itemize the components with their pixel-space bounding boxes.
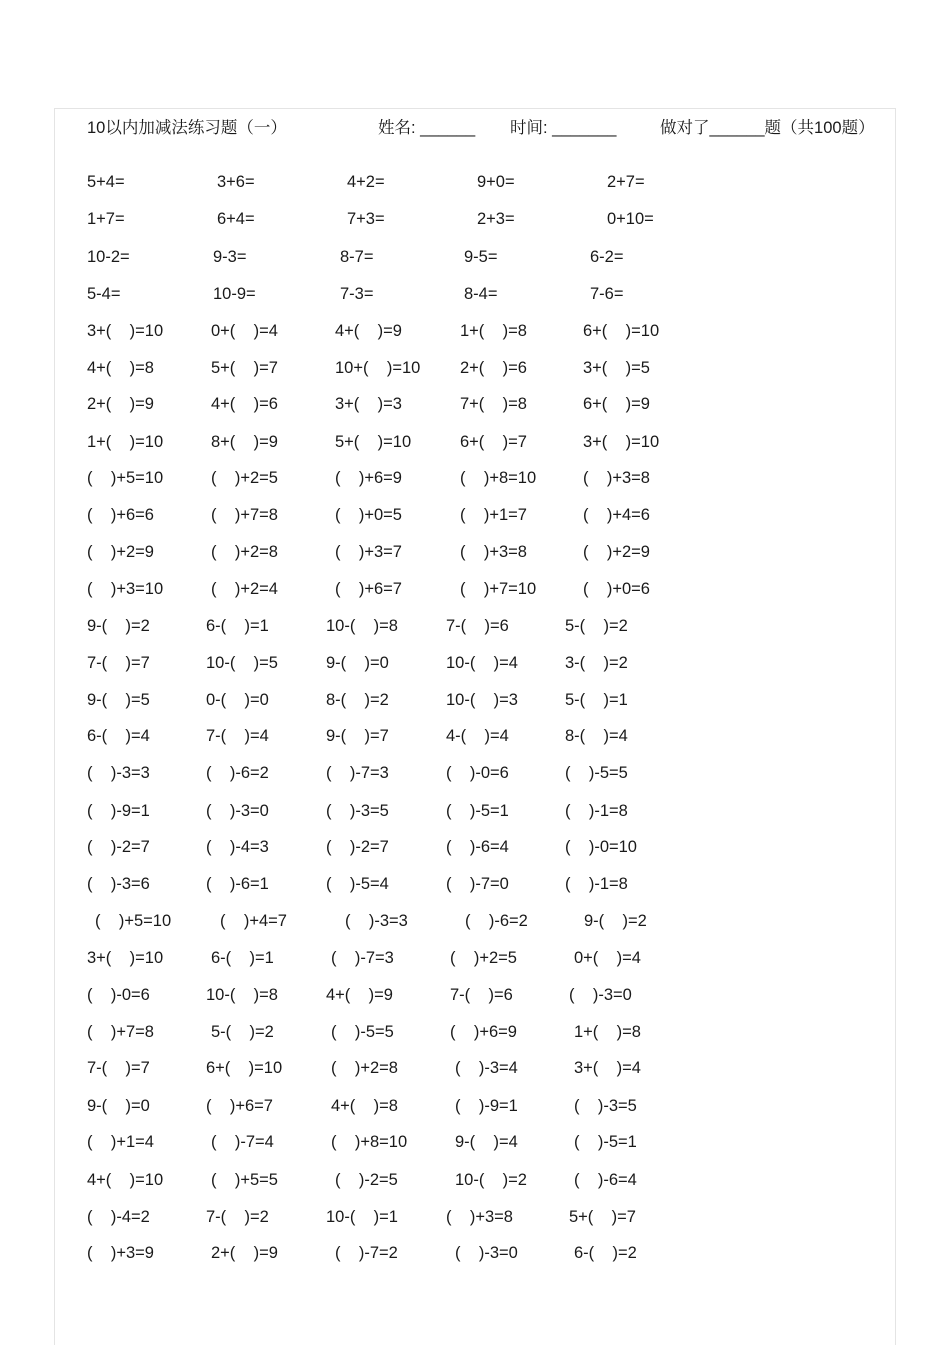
math-problem: 9-5= bbox=[464, 248, 498, 266]
math-problem: 6-( )=2 bbox=[574, 1244, 637, 1262]
worksheet-title: 10以内加减法练习题（一） bbox=[87, 119, 287, 137]
math-problem: 9-( )=7 bbox=[326, 727, 389, 745]
math-problem: 2+( )=6 bbox=[460, 359, 527, 377]
math-problem: 9-( )=2 bbox=[584, 912, 647, 930]
problem-row bbox=[0, 725, 950, 747]
math-problem: ( )+5=10 bbox=[87, 469, 164, 487]
math-problem: ( )-5=5 bbox=[331, 1023, 394, 1041]
math-problem: 6+( )=10 bbox=[583, 322, 660, 340]
math-problem: ( )-0=6 bbox=[87, 986, 150, 1004]
math-problem: 10+( )=10 bbox=[335, 359, 421, 377]
math-problem: 6+4= bbox=[217, 210, 255, 228]
math-problem: 3+( )=10 bbox=[583, 433, 660, 451]
math-problem: ( )+4=6 bbox=[583, 506, 650, 524]
math-problem: 8+( )=9 bbox=[211, 433, 278, 451]
math-problem: 9-( )=2 bbox=[87, 617, 150, 635]
problem-row bbox=[0, 246, 950, 268]
math-problem: 5+( )=7 bbox=[569, 1208, 636, 1226]
math-problem: 7-( )=6 bbox=[446, 617, 509, 635]
math-problem: ( )-3=5 bbox=[326, 802, 389, 820]
math-problem: 3-( )=2 bbox=[565, 654, 628, 672]
math-problem: 1+( )=10 bbox=[87, 433, 164, 451]
math-problem: ( )-5=4 bbox=[326, 875, 389, 893]
problem-row bbox=[0, 393, 950, 415]
math-problem: ( )-7=4 bbox=[211, 1133, 274, 1151]
math-problem: 5-4= bbox=[87, 285, 121, 303]
math-problem: 4+( )=10 bbox=[87, 1171, 164, 1189]
math-problem: ( )-9=1 bbox=[87, 802, 150, 820]
problem-row bbox=[0, 836, 950, 858]
problem-row bbox=[0, 762, 950, 784]
math-problem: ( )+6=7 bbox=[206, 1097, 273, 1115]
math-problem: 4+( )=8 bbox=[331, 1097, 398, 1115]
math-problem: ( )+1=7 bbox=[460, 506, 527, 524]
math-problem: 4+( )=8 bbox=[87, 359, 154, 377]
math-problem: ( )-7=3 bbox=[331, 949, 394, 967]
math-problem: ( )-5=1 bbox=[446, 802, 509, 820]
math-problem: ( )-6=4 bbox=[446, 838, 509, 856]
problem-row bbox=[0, 1242, 950, 1264]
math-problem: ( )-3=3 bbox=[345, 912, 408, 930]
math-problem: ( )+5=5 bbox=[211, 1171, 278, 1189]
math-problem: ( )-0=6 bbox=[446, 764, 509, 782]
math-problem: ( )-4=3 bbox=[206, 838, 269, 856]
math-problem: 1+( )=8 bbox=[460, 322, 527, 340]
problem-row bbox=[0, 1206, 950, 1228]
math-problem: ( )-7=0 bbox=[446, 875, 509, 893]
math-problem: 1+7= bbox=[87, 210, 125, 228]
math-problem: ( )-1=8 bbox=[565, 802, 628, 820]
time-field: 时间: _______ bbox=[510, 119, 617, 137]
math-problem: ( )+2=9 bbox=[87, 543, 154, 561]
math-problem: 7-6= bbox=[590, 285, 624, 303]
problem-row bbox=[0, 652, 950, 674]
problem-row bbox=[0, 873, 950, 895]
problem-row bbox=[0, 504, 950, 526]
math-problem: 6-2= bbox=[590, 248, 624, 266]
math-problem: ( )+3=9 bbox=[87, 1244, 154, 1262]
math-problem: 6-( )=1 bbox=[206, 617, 269, 635]
score-field: 做对了______题（共100题） bbox=[660, 119, 875, 137]
math-problem: ( )-5=1 bbox=[574, 1133, 637, 1151]
math-problem: 9-( )=0 bbox=[87, 1097, 150, 1115]
math-problem: ( )+2=5 bbox=[211, 469, 278, 487]
math-problem: ( )-2=5 bbox=[335, 1171, 398, 1189]
problem-row bbox=[0, 910, 950, 932]
problem-row bbox=[0, 1095, 950, 1117]
math-problem: 7-( )=7 bbox=[87, 1059, 150, 1077]
math-problem: 10-( )=1 bbox=[326, 1208, 398, 1226]
math-problem: ( )+3=7 bbox=[335, 543, 402, 561]
problem-row bbox=[0, 541, 950, 563]
math-problem: ( )+2=9 bbox=[583, 543, 650, 561]
math-problem: 7-( )=6 bbox=[450, 986, 513, 1004]
math-problem: 9-3= bbox=[213, 248, 247, 266]
math-problem: ( )+2=4 bbox=[211, 580, 278, 598]
worksheet-header bbox=[0, 117, 950, 141]
problem-row bbox=[0, 283, 950, 305]
math-problem: 10-( )=8 bbox=[206, 986, 278, 1004]
problem-row bbox=[0, 320, 950, 342]
math-problem: 10-2= bbox=[87, 248, 130, 266]
math-problem: ( )+3=8 bbox=[460, 543, 527, 561]
math-problem: 2+3= bbox=[477, 210, 515, 228]
math-problem: 5+( )=10 bbox=[335, 433, 412, 451]
math-problem: ( )+6=9 bbox=[335, 469, 402, 487]
math-problem: 3+( )=5 bbox=[583, 359, 650, 377]
math-problem: 7-( )=2 bbox=[206, 1208, 269, 1226]
problem-row bbox=[0, 467, 950, 489]
math-problem: 4+( )=6 bbox=[211, 395, 278, 413]
math-problem: 4+( )=9 bbox=[335, 322, 402, 340]
math-problem: 7-( )=4 bbox=[206, 727, 269, 745]
math-problem: 0-( )=0 bbox=[206, 691, 269, 709]
math-problem: 5-( )=2 bbox=[211, 1023, 274, 1041]
math-problem: 6+( )=9 bbox=[583, 395, 650, 413]
problem-row bbox=[0, 431, 950, 453]
problem-row bbox=[0, 1169, 950, 1191]
math-problem: ( )+8=10 bbox=[460, 469, 537, 487]
math-problem: ( )+2=8 bbox=[331, 1059, 398, 1077]
math-problem: 4+2= bbox=[347, 173, 385, 191]
math-problem: 0+( )=4 bbox=[211, 322, 278, 340]
math-problem: ( )+2=8 bbox=[211, 543, 278, 561]
math-problem: 10-( )=8 bbox=[326, 617, 398, 635]
math-problem: 7+( )=8 bbox=[460, 395, 527, 413]
math-problem: 10-( )=2 bbox=[455, 1171, 527, 1189]
math-problem: 9+0= bbox=[477, 173, 515, 191]
math-problem: 6+( )=10 bbox=[206, 1059, 283, 1077]
math-problem: ( )-3=5 bbox=[574, 1097, 637, 1115]
math-problem: ( )+2=5 bbox=[450, 949, 517, 967]
math-problem: ( )-2=7 bbox=[87, 838, 150, 856]
math-problem: 0+10= bbox=[607, 210, 654, 228]
math-problem: 8-7= bbox=[340, 248, 374, 266]
math-problem: 8-( )=2 bbox=[326, 691, 389, 709]
math-problem: ( )-6=4 bbox=[574, 1171, 637, 1189]
math-problem: ( )+3=8 bbox=[446, 1208, 513, 1226]
math-problem: ( )-7=2 bbox=[335, 1244, 398, 1262]
math-problem: 10-9= bbox=[213, 285, 256, 303]
math-problem: 5-( )=2 bbox=[565, 617, 628, 635]
math-problem: ( )+0=5 bbox=[335, 506, 402, 524]
problem-row bbox=[0, 1057, 950, 1079]
math-problem: ( )+7=8 bbox=[87, 1023, 154, 1041]
math-problem: ( )-5=5 bbox=[565, 764, 628, 782]
math-problem: ( )-1=8 bbox=[565, 875, 628, 893]
math-problem: 4+( )=9 bbox=[326, 986, 393, 1004]
problem-row bbox=[0, 984, 950, 1006]
math-problem: 4-( )=4 bbox=[446, 727, 509, 745]
math-problem: ( )+0=6 bbox=[583, 580, 650, 598]
math-problem: 8-4= bbox=[464, 285, 498, 303]
math-problem: ( )-7=3 bbox=[326, 764, 389, 782]
math-problem: ( )-3=6 bbox=[87, 875, 150, 893]
math-problem: 7-( )=7 bbox=[87, 654, 150, 672]
problem-row bbox=[0, 800, 950, 822]
math-problem: ( )-3=0 bbox=[569, 986, 632, 1004]
math-problem: ( )-6=2 bbox=[206, 764, 269, 782]
math-problem: 6-( )=1 bbox=[211, 949, 274, 967]
math-problem: 3+( )=10 bbox=[87, 322, 164, 340]
math-problem: ( )-6=2 bbox=[465, 912, 528, 930]
problem-row bbox=[0, 357, 950, 379]
problem-row bbox=[0, 689, 950, 711]
math-problem: 9-( )=4 bbox=[455, 1133, 518, 1151]
math-problem: ( )+3=8 bbox=[583, 469, 650, 487]
math-problem: ( )+7=8 bbox=[211, 506, 278, 524]
math-problem: 9-( )=5 bbox=[87, 691, 150, 709]
math-problem: ( )-0=10 bbox=[565, 838, 637, 856]
math-problem: 0+( )=4 bbox=[574, 949, 641, 967]
problem-row bbox=[0, 615, 950, 637]
math-problem: ( )-3=0 bbox=[206, 802, 269, 820]
math-problem: 10-( )=3 bbox=[446, 691, 518, 709]
math-problem: ( )-2=7 bbox=[326, 838, 389, 856]
name-field: 姓名: ______ bbox=[378, 119, 476, 137]
math-problem: 3+( )=4 bbox=[574, 1059, 641, 1077]
math-problem: ( )+6=9 bbox=[450, 1023, 517, 1041]
problem-row bbox=[0, 1021, 950, 1043]
math-problem: 7+3= bbox=[347, 210, 385, 228]
math-problem: 2+7= bbox=[607, 173, 645, 191]
problem-row bbox=[0, 171, 950, 193]
math-problem: 5-( )=1 bbox=[565, 691, 628, 709]
math-problem: ( )+7=10 bbox=[460, 580, 537, 598]
math-problem: 2+( )=9 bbox=[211, 1244, 278, 1262]
math-problem: 8-( )=4 bbox=[565, 727, 628, 745]
math-problem: 7-3= bbox=[340, 285, 374, 303]
math-problem: ( )+5=10 bbox=[95, 912, 172, 930]
math-problem: ( )+8=10 bbox=[331, 1133, 408, 1151]
math-problem: ( )+6=6 bbox=[87, 506, 154, 524]
math-problem: ( )+4=7 bbox=[220, 912, 287, 930]
math-problem: 10-( )=5 bbox=[206, 654, 278, 672]
math-problem: ( )-4=2 bbox=[87, 1208, 150, 1226]
math-problem: ( )+6=7 bbox=[335, 580, 402, 598]
problem-row bbox=[0, 578, 950, 600]
math-problem: ( )-6=1 bbox=[206, 875, 269, 893]
math-problem: 3+( )=10 bbox=[87, 949, 164, 967]
math-problem: ( )+1=4 bbox=[87, 1133, 154, 1151]
math-problem: 5+( )=7 bbox=[211, 359, 278, 377]
math-problem: 6+( )=7 bbox=[460, 433, 527, 451]
problem-row bbox=[0, 208, 950, 230]
problem-row bbox=[0, 1131, 950, 1153]
math-problem: 5+4= bbox=[87, 173, 125, 191]
math-problem: 3+6= bbox=[217, 173, 255, 191]
math-problem: ( )-3=0 bbox=[455, 1244, 518, 1262]
math-problem: 10-( )=4 bbox=[446, 654, 518, 672]
math-problem: ( )-3=3 bbox=[87, 764, 150, 782]
math-problem: 6-( )=4 bbox=[87, 727, 150, 745]
math-problem: 3+( )=3 bbox=[335, 395, 402, 413]
math-problem: ( )-9=1 bbox=[455, 1097, 518, 1115]
math-problem: 2+( )=9 bbox=[87, 395, 154, 413]
math-problem: 9-( )=0 bbox=[326, 654, 389, 672]
math-problem: ( )+3=10 bbox=[87, 580, 164, 598]
math-problem: 1+( )=8 bbox=[574, 1023, 641, 1041]
problem-row bbox=[0, 947, 950, 969]
math-problem: ( )-3=4 bbox=[455, 1059, 518, 1077]
